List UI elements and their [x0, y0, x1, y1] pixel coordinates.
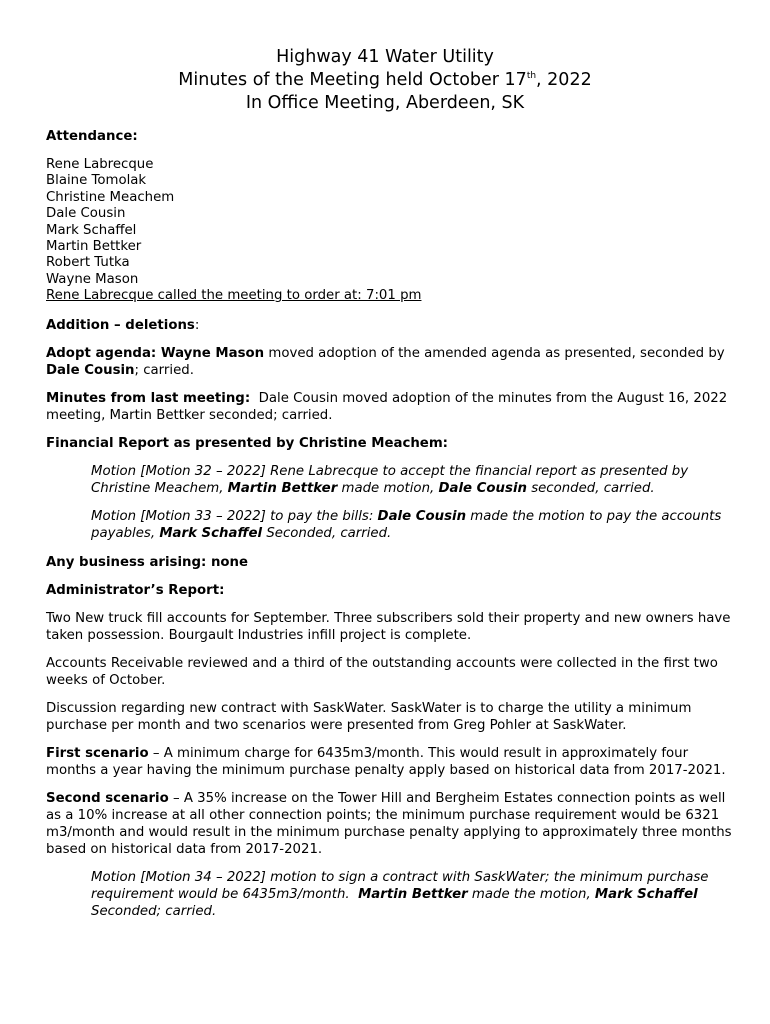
motion-34	[91, 869, 736, 920]
admin-heading: Administrator’s Report:	[46, 582, 225, 598]
meeting-year: , 2022	[536, 70, 592, 90]
attendance-list	[46, 157, 736, 305]
attendee: Rene Labrecque	[46, 157, 154, 172]
meeting-date-text: Minutes of the Meeting held October 17	[178, 70, 527, 90]
document-title	[0, 0, 770, 115]
admin-paragraph: Accounts Receivable reviewed and a third of the outstanding accounts were collected in the first two weeks of October.	[46, 655, 718, 688]
call-to-order: Rene Labrecque called the meeting to order at: 7:01 pm	[46, 288, 422, 304]
motion-mover: Martin Bettker	[358, 886, 468, 902]
business-arising: Any business arising: none	[46, 554, 249, 570]
additions-section	[46, 317, 736, 334]
first-scenario	[46, 745, 736, 779]
minutes-section	[46, 390, 736, 424]
motion-text: Motion [Motion 34 – 2022] motion to sign a contract with SaskWater; the minimum purchase requirement would be 6435m3/month.	[91, 869, 713, 902]
admin-paragraph: Discussion regarding new contract with SaskWater. SaskWater is to charge the utility a minimum purchase per month and two scenarios were presented from Greg Pohler at SaskWater.	[46, 700, 692, 733]
second-scenario-label: Second scenario	[46, 790, 169, 806]
admin-paragraph: Two New truck fill accounts for September. Three subscribers sold their property and new owners have taken possession. Bourgault Industries infill project is complete.	[46, 610, 731, 643]
minutes-heading: Minutes from last meeting:	[46, 390, 251, 406]
motion-text: Motion [Motion 33 – 2022] to pay the bills:	[91, 508, 378, 524]
motion-text: Motion [Motion 32 – 2022] Rene Labrecque to accept the financial report as presented by Christine Meachem,	[91, 463, 689, 496]
attendee: Wayne Mason	[46, 271, 139, 287]
motion-seconder: Dale Cousin	[438, 480, 527, 496]
agenda-seconder: Dale Cousin	[46, 362, 135, 378]
agenda-mover: Wayne Mason	[160, 345, 265, 361]
motion-text: Seconded, carried.	[262, 525, 392, 541]
motion-seconder: Mark Schaffel	[159, 525, 263, 541]
motion-text: made the motion,	[467, 886, 595, 902]
motion-mover: Martin Bettker	[227, 480, 338, 496]
additions-colon: :	[194, 317, 200, 333]
attendee: Mark Schaffel	[46, 222, 137, 238]
motion-33	[91, 508, 736, 542]
agenda-text: moved adoption of the amended agenda as presented, seconded by	[264, 345, 725, 361]
attendee: Dale Cousin	[46, 206, 126, 222]
second-scenario-text: – A 35% increase on the Tower Hill and Bergheim Estates connection points as well as a 10% increase at all other connection points; the minimum purchase requirement would be 6321 m3/month and would result in the minimum purchase penalty applying to approximately three months based on historical data from 2017-2021.	[46, 790, 732, 857]
meeting-location: In Office Meeting, Aberdeen, SK	[245, 93, 525, 113]
minutes-body	[46, 128, 736, 920]
financial-heading: Financial Report as presented by Christine Meachem:	[46, 435, 448, 451]
agenda-result: ; carried.	[134, 362, 194, 378]
utility-name: Highway 41 Water Utility	[276, 47, 494, 67]
motion-text: Seconded; carried.	[91, 886, 702, 919]
meeting-date-line	[0, 69, 770, 92]
first-scenario-text: – A minimum charge for 6435m3/month. This would result in approximately four months a year having the minimum purchase penalty apply based on historical data from 2017-2021.	[46, 745, 726, 778]
motion-32	[91, 463, 736, 497]
motion-mover: Dale Cousin	[377, 508, 467, 524]
attendance-heading: Attendance:	[46, 129, 138, 144]
additions-heading: Addition – deletions	[46, 317, 195, 333]
motion-text: seconded, carried.	[526, 480, 655, 496]
motion-text: made the motion to pay the accounts payables,	[91, 508, 722, 541]
attendee: Christine Meachem	[46, 189, 175, 205]
motion-seconder: Mark Schaffel	[594, 886, 698, 902]
attendee: Robert Tutka	[46, 255, 130, 271]
adopt-agenda-section	[46, 345, 736, 379]
date-suffix: th	[526, 71, 537, 82]
second-scenario	[46, 790, 736, 858]
adopt-agenda-heading: Adopt agenda:	[46, 345, 161, 361]
attendee: Martin Bettker	[46, 239, 142, 255]
attendee: Blaine Tomolak	[46, 173, 147, 189]
motion-text: made motion,	[337, 480, 439, 496]
minutes-text: Dale Cousin moved adoption of the minutes from the August 16, 2022 meeting, Martin Bettker seconded; carried.	[46, 390, 732, 423]
first-scenario-label: First scenario	[46, 745, 149, 761]
